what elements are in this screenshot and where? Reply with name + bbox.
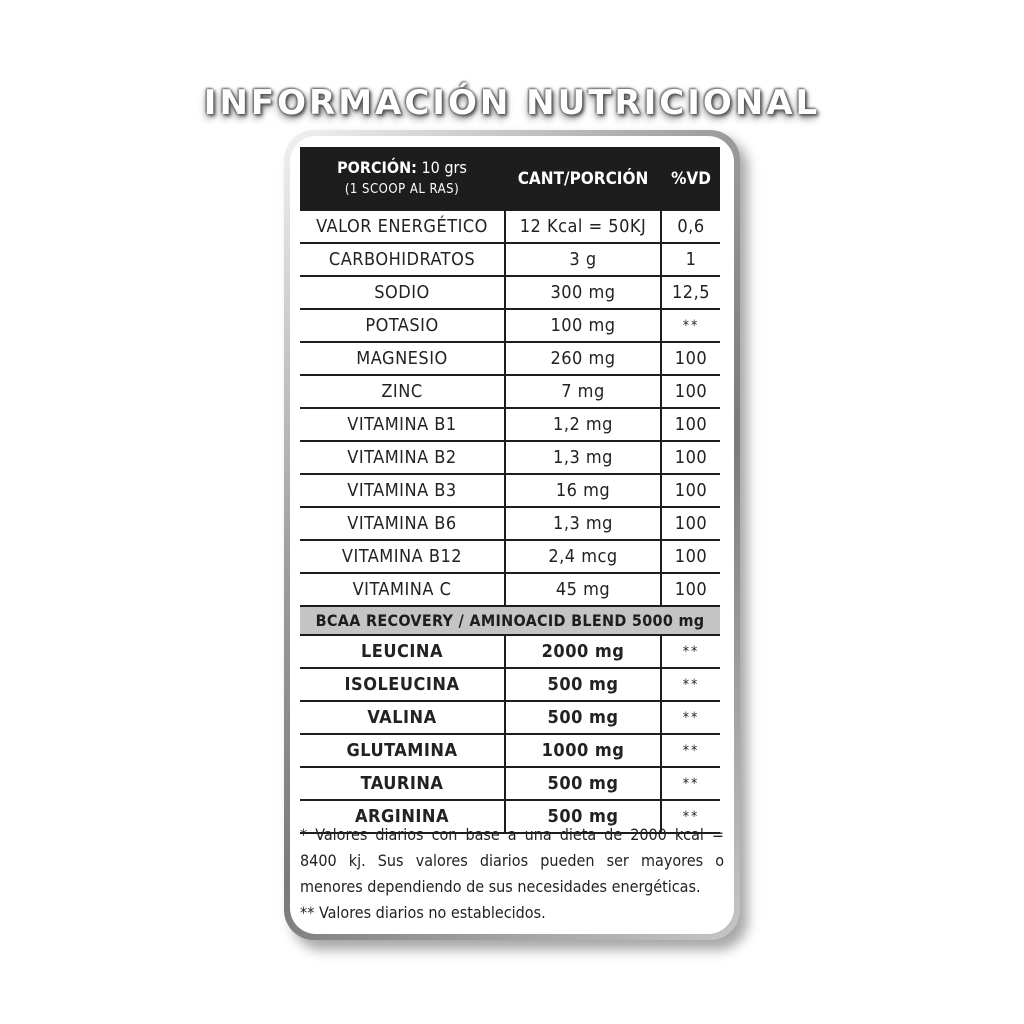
table-row	[300, 310, 720, 343]
nutrient-dv: 12,5	[671, 282, 711, 303]
table-row	[300, 636, 720, 669]
nutrient-amount: 7 mg	[506, 376, 662, 407]
table-row	[300, 669, 720, 702]
table-row	[300, 442, 720, 475]
nutrient-amount: 260 mg	[506, 343, 662, 374]
nutrient-name: CARBOHIDRATOS	[300, 244, 506, 275]
table-row	[300, 508, 720, 541]
nutrient-amount: 1,2 mg	[506, 409, 662, 440]
dv-header: %VD	[671, 169, 711, 189]
portion-note: (1 SCOOP AL RAS)	[344, 182, 460, 197]
nutrient-dv: **	[682, 742, 700, 759]
nutrient-rows	[300, 211, 720, 607]
table-row	[300, 735, 720, 768]
nutrient-dv: 0,6	[677, 216, 705, 237]
nutrient-amount: 300 mg	[506, 277, 662, 308]
nutrient-name: TAURINA	[300, 768, 506, 799]
table-header	[300, 147, 720, 211]
nutrient-amount: 500 mg	[506, 768, 662, 799]
table-row	[300, 376, 720, 409]
nutrient-dv: 100	[674, 348, 708, 369]
blend-rows	[300, 636, 720, 834]
table-row	[300, 541, 720, 574]
nutrient-name: VITAMINA B6	[300, 508, 506, 539]
nutrient-name: MAGNESIO	[300, 343, 506, 374]
table-row	[300, 574, 720, 607]
nutrient-name: SODIO	[300, 277, 506, 308]
table-row	[300, 277, 720, 310]
portion-value: 10 grs	[421, 158, 467, 177]
nutrient-dv: **	[682, 643, 700, 660]
footnote-2: ** Valores diarios no establecidos.	[300, 903, 546, 922]
nutrient-name: VITAMINA B12	[300, 541, 506, 572]
nutrient-name: VITAMINA B1	[300, 409, 506, 440]
blend-label: BCAA RECOVERY / AMINOACID BLEND 5000 mg	[300, 607, 720, 636]
table-row	[300, 343, 720, 376]
nutrient-amount: 1,3 mg	[506, 508, 662, 539]
nutrient-name: VALINA	[300, 702, 506, 733]
nutrient-dv: 100	[674, 480, 708, 501]
amount-header: CANT/PORCIÓN	[517, 169, 649, 189]
nutrient-dv: **	[682, 808, 700, 825]
nutrient-dv: 1	[685, 249, 697, 270]
nutrition-table	[300, 147, 720, 834]
nutrient-amount: 2000 mg	[506, 636, 662, 667]
nutrient-dv: 100	[674, 414, 708, 435]
nutrient-dv: 100	[674, 447, 708, 468]
footnotes	[300, 822, 724, 926]
nutrient-dv: 100	[674, 381, 708, 402]
table-row	[300, 211, 720, 244]
table-row	[300, 409, 720, 442]
nutrient-name: ARGININA	[300, 801, 506, 832]
nutrient-name: VITAMINA C	[300, 574, 506, 605]
nutrient-amount: 12 Kcal = 50KJ	[506, 211, 662, 242]
nutrient-amount: 16 mg	[506, 475, 662, 506]
portion-label: PORCIÓN:	[337, 158, 417, 177]
nutrient-dv: 100	[674, 579, 708, 600]
nutrient-amount: 45 mg	[506, 574, 662, 605]
portion-header	[300, 147, 504, 211]
nutrient-dv: 100	[674, 513, 708, 534]
nutrient-name: ISOLEUCINA	[300, 669, 506, 700]
nutrient-name: LEUCINA	[300, 636, 506, 667]
portion-line	[337, 157, 467, 179]
table-row	[300, 768, 720, 801]
nutrient-amount: 500 mg	[506, 702, 662, 733]
table-row	[300, 475, 720, 508]
nutrient-amount: 1000 mg	[506, 735, 662, 766]
nutrient-amount: 1,3 mg	[506, 442, 662, 473]
nutrient-dv: **	[682, 317, 700, 334]
footnote-1: * Valores diarios con base a una dieta de 2000 kcal = 8400 kj. Sus valores diarios pueden ser mayores o menores dependiendo de sus necesidades energéticas.	[300, 825, 724, 896]
nutrient-name: VITAMINA B2	[300, 442, 506, 473]
nutrient-amount: 3 g	[506, 244, 662, 275]
nutrient-dv: **	[682, 709, 700, 726]
table-row	[300, 244, 720, 277]
nutrient-name: POTASIO	[300, 310, 506, 341]
nutrient-name: GLUTAMINA	[300, 735, 506, 766]
page-title: INFORMACIÓN NUTRICIONAL	[203, 83, 821, 123]
nutrient-amount: 500 mg	[506, 801, 662, 832]
nutrient-amount: 100 mg	[506, 310, 662, 341]
nutrient-amount: 2,4 mcg	[506, 541, 662, 572]
nutrient-dv: **	[682, 676, 700, 693]
nutrient-name: VALOR ENERGÉTICO	[300, 211, 506, 242]
table-row	[300, 702, 720, 735]
nutrient-dv: 100	[674, 546, 708, 567]
nutrient-dv: **	[682, 775, 700, 792]
nutrient-name: ZINC	[300, 376, 506, 407]
nutrient-amount: 500 mg	[506, 669, 662, 700]
nutrient-name: VITAMINA B3	[300, 475, 506, 506]
